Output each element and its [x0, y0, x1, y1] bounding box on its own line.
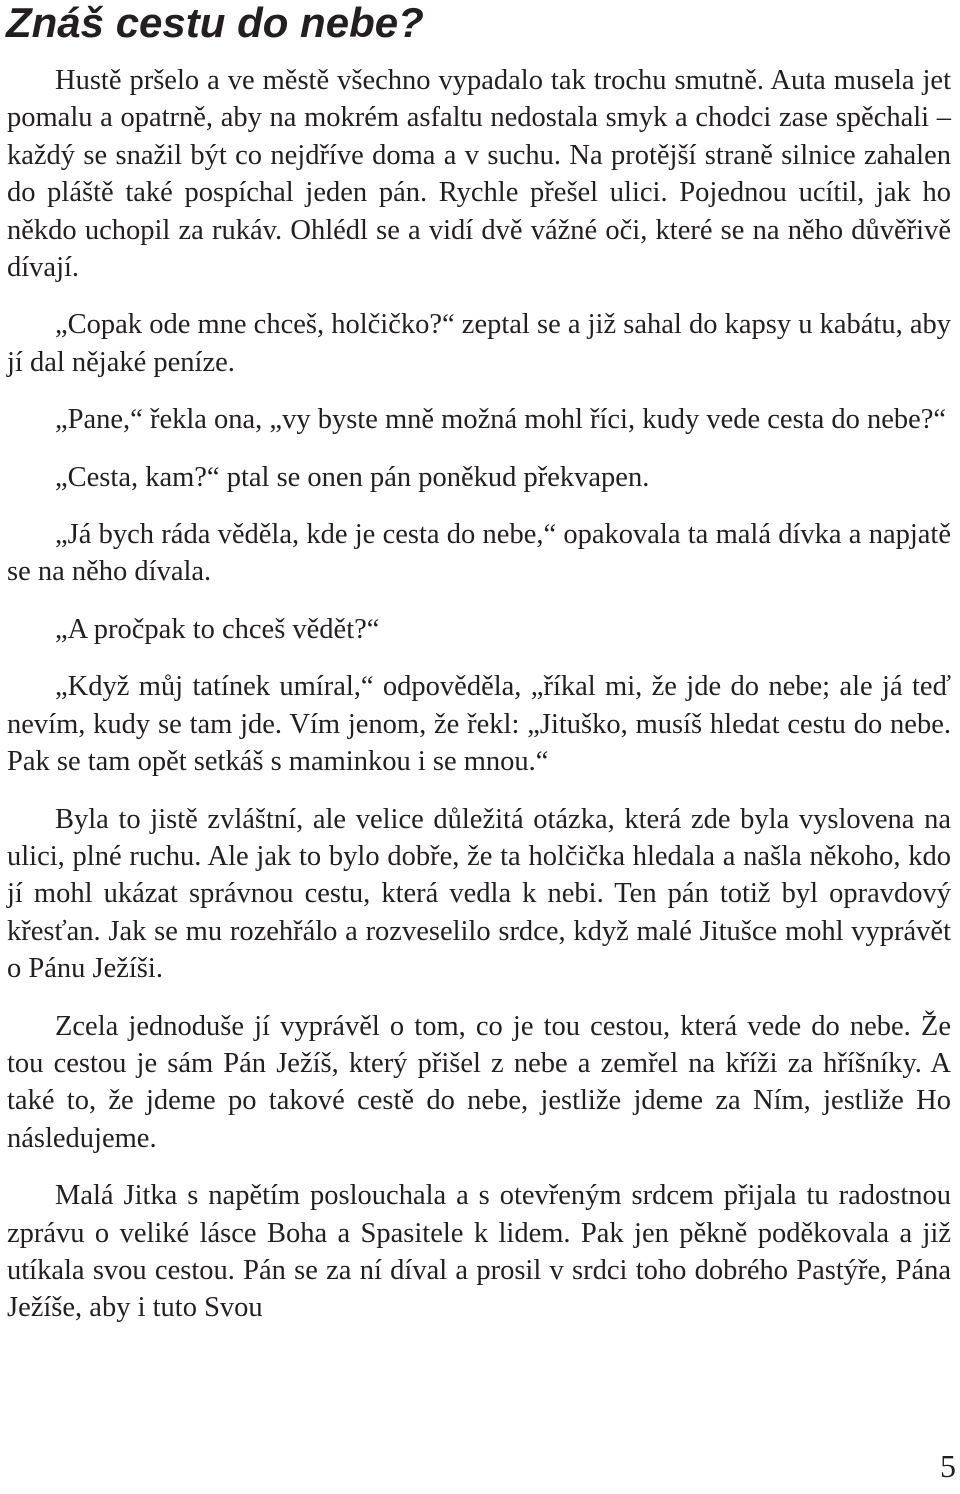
page-title: Znáš cestu do nebe?: [6, 0, 424, 46]
paragraph-9: Zcela jednoduše jí vyprávěl o tom, co je tou cestou, která vede do nebe. Že tou cestou je sám Pán Ježíš, který přišel z nebe a zemřel na kříži za hříšníky. A také to, že jdeme po takové cestě do nebe, jestliže jdeme za Ním, jestliže Ho následujeme.: [7, 1010, 951, 1154]
paragraph-5: „Já bych ráda věděla, kde je cesta do nebe,“ opakovala ta malá dívka a napjatě se na něho dívala.: [7, 519, 951, 588]
paragraph-7: „Když můj tatínek umíral,“ odpověděla, „říkal mi, že jde do nebe; ale já teď nevím, kudy se tam jde. Vím jenom, že řekl: „Jituško, musíš hledat cestu do nebe. Pak se tam opět setkáš s maminkou i se mnou.“: [7, 671, 951, 778]
paragraph-2: „Copak ode mne chceš, holčičko?“ zeptal se a již sahal do kapsy u kabátu, aby jí dal nějaké peníze.: [7, 309, 951, 378]
paragraph-3: „Pane,“ řekla ona, „vy byste mně možná mohl říci, kudy vede cesta do nebe?“: [55, 404, 947, 436]
page-number: 5: [940, 1448, 956, 1484]
paragraph-6: „A pročpak to chceš vědět?“: [55, 613, 380, 645]
article-body: [7, 62, 951, 1327]
paragraph-8: Byla to jistě zvláštní, ale velice důležitá otázka, která zde byla vyslovena na ulici, plné ruchu. Ale jak to bylo dobře, že ta holčička hledala a našla někoho, kdo jí mohl ukázat správnou cestu, která vedla k nebi. Ten pán totiž byl opravdový křesťan. Jak se mu rozehřálo a rozveselilo srdce, když malé Jitušce mohl vyprávět o Pánu Ježíši.: [7, 803, 951, 985]
paragraph-4: „Cesta, kam?“ ptal se onen pán poněkud překvapen.: [55, 461, 650, 493]
paragraph-1: Hustě pršelo a ve městě všechno vypadalo tak trochu smutně. Auta musela jet pomalu a opatrně, aby na mokrém asfaltu nedostala smyk a chodci zase spěchali – každý se snažil být co nejdříve doma a v suchu. Na protější straně silnice zahalen do pláště také pospíchal jeden pán. Rychle přešel ulici. Pojednou ucítil, jak ho někdo uchopil za rukáv. Ohlédl se a vidí dvě vážné oči, které se na něho důvěřivě dívají.: [7, 65, 951, 284]
paragraph-10: Malá Jitka s napětím poslouchala a s otevřeným srdcem přijala tu radostnou zprávu o veliké lásce Boha a Spasitele k lidem. Pak jen pěkně poděkovala a již utíkala svou cestou. Pán se za ní díval a prosil v srdci toho dobrého Pastýře, Pána Ježíše, aby i tuto Svou: [7, 1180, 951, 1324]
